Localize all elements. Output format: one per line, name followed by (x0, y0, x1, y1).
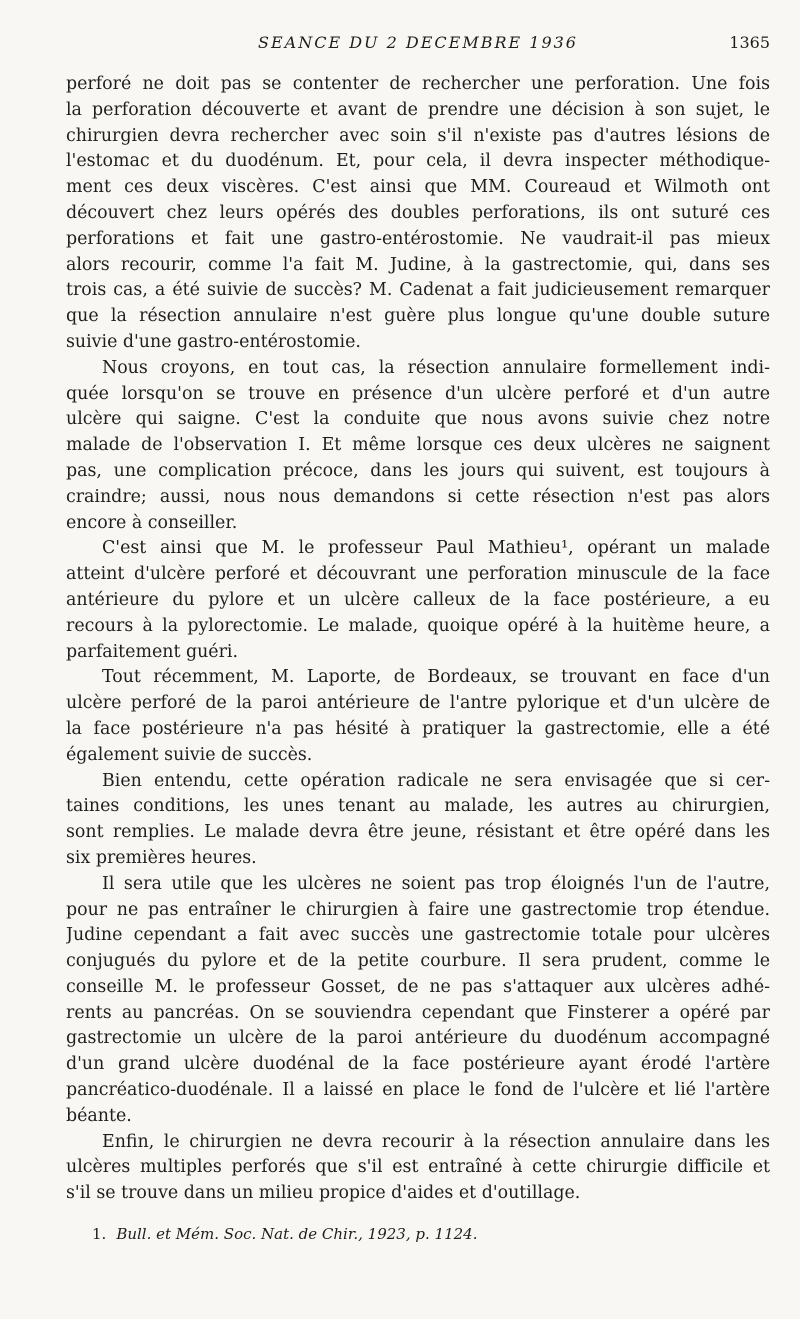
text-line: gastrectomie un ulcère de la paroi antérieure du duodénum accompagné (66, 1028, 770, 1049)
text-line: sont remplies. Le malade devra être jeune, résistant et être opéré dans les (66, 822, 770, 843)
text-line: ulcère qui saigne. C'est la conduite que nous avons suivie chez notre (66, 409, 770, 430)
text-line: chirurgien devra rechercher avec soin s'il n'existe pas d'autres lésions de (66, 125, 770, 146)
text-line: ment ces deux viscères. C'est ainsi que MM. Coureaud et Wilmoth ont (66, 177, 770, 198)
footnote-marker: 1. (92, 1225, 107, 1243)
text-line: s'il se trouve dans un milieu propice d'aides et d'outillage. (66, 1183, 581, 1204)
text-line: pas, une complication précoce, dans les jours qui suivent, est toujours à (66, 460, 770, 481)
footnote (92, 1223, 770, 1245)
text-line: l'estomac et du duodénum. Et, pour cela, il devra inspecter méthodique- (66, 151, 770, 172)
paragraph-start-line: Il sera utile que les ulcères ne soient pas trop éloignés l'un de l'autre, (102, 873, 770, 894)
text-line: découvert chez leurs opérés des doubles perforations, ils ont suturé ces (66, 202, 770, 223)
body-text (66, 72, 770, 1207)
page-header (66, 30, 770, 56)
text-line: trois cas, a été suivie de succès? M. Cadenat a fait judicieusement remarquer (66, 280, 770, 301)
paragraph-start-line: Nous croyons, en tout cas, la résection annulaire formellement indi- (102, 357, 770, 378)
text-line: également suivie de succès. (66, 744, 313, 765)
text-line: que la résection annulaire n'est guère plus longue qu'une double suture (66, 306, 770, 327)
text-line: malade de l'observation I. Et même lorsque ces deux ulcères ne saignent (66, 435, 770, 456)
text-line: d'un grand ulcère duodénal de la face postérieure ayant érodé l'artère (66, 1054, 770, 1075)
text-line: ulcère perforé de la paroi antérieure de l'antre pylorique et d'un ulcère de (66, 693, 770, 714)
text-line: craindre; aussi, nous nous demandons si cette résection n'est pas alors (66, 486, 770, 507)
text-line: la perforation découverte et avant de prendre une décision à son sujet, le (66, 99, 770, 120)
text-line: rents au pancréas. On se souviendra cependant que Finsterer a opéré par (66, 1002, 770, 1023)
text-line: Judine cependant a fait avec succès une gastrectomie totale pour ulcères (66, 925, 770, 946)
text-line: conseille M. le professeur Gosset, de ne pas s'attaquer aux ulcères adhé- (66, 976, 770, 997)
page-number: 1365 (729, 33, 770, 52)
text-line: antérieure du pylore et un ulcère calleux de la face postérieure, a eu (66, 589, 770, 610)
text-line: taines conditions, les unes tenant au malade, les autres au chirurgien, (66, 796, 770, 817)
text-line: suivie d'une gastro-entérostomie. (66, 331, 361, 352)
text-line: perforé ne doit pas se contenter de rechercher une perforation. Une fois (66, 74, 770, 94)
paragraph-start-line: Bien entendu, cette opération radicale ne sera envisagée que si cer- (102, 770, 770, 791)
footnote-text: Bull. et Mém. Soc. Nat. de Chir., 1923, p. 1124. (116, 1225, 478, 1243)
text-line: six premières heures. (66, 847, 257, 868)
text-line: alors recourir, comme l'a fait M. Judine, à la gastrectomie, qui, dans ses (66, 254, 770, 275)
paragraph-start-line: Tout récemment, M. Laporte, de Bordeaux, se trouvant en face d'un (102, 667, 770, 688)
text-line: atteint d'ulcère perforé et découvrant une perforation minuscule de la face (66, 564, 770, 585)
text-line: parfaitement guéri. (66, 641, 238, 662)
paragraph-start-line: C'est ainsi que M. le professeur Paul Mathieu¹, opérant un malade (102, 538, 770, 559)
text-line: ulcères multiples perforés que s'il est entraîné à cette chirurgie difficile et (66, 1157, 770, 1178)
text-line: pour ne pas entraîner le chirurgien à faire une gastrectomie trop étendue. (66, 899, 770, 920)
text-line: quée lorsqu'on se trouve en présence d'un ulcère perforé et d'un autre (66, 383, 770, 404)
text-line: conjugués du pylore et de la petite courbure. Il sera prudent, comme le (66, 951, 770, 972)
text-line: pancréatico-duodénale. Il a laissé en place le fond de l'ulcère et lié l'artère (66, 1080, 770, 1101)
text-line: perforations et fait une gastro-entérostomie. Ne vaudrait-il pas mieux (66, 228, 770, 249)
text-line: encore à conseiller. (66, 512, 238, 533)
running-head: SEANCE DU 2 DECEMBRE 1936 (258, 33, 578, 52)
text-line: béante. (66, 1105, 132, 1126)
text-line: la face postérieure n'a pas hésité à pratiquer la gastrectomie, elle a été (66, 718, 770, 739)
paragraph-start-line: Enfin, le chirurgien ne devra recourir à la résection annulaire dans les (102, 1131, 770, 1152)
text-line: recours à la pylorectomie. Le malade, quoique opéré à la huitème heure, a (66, 615, 770, 636)
